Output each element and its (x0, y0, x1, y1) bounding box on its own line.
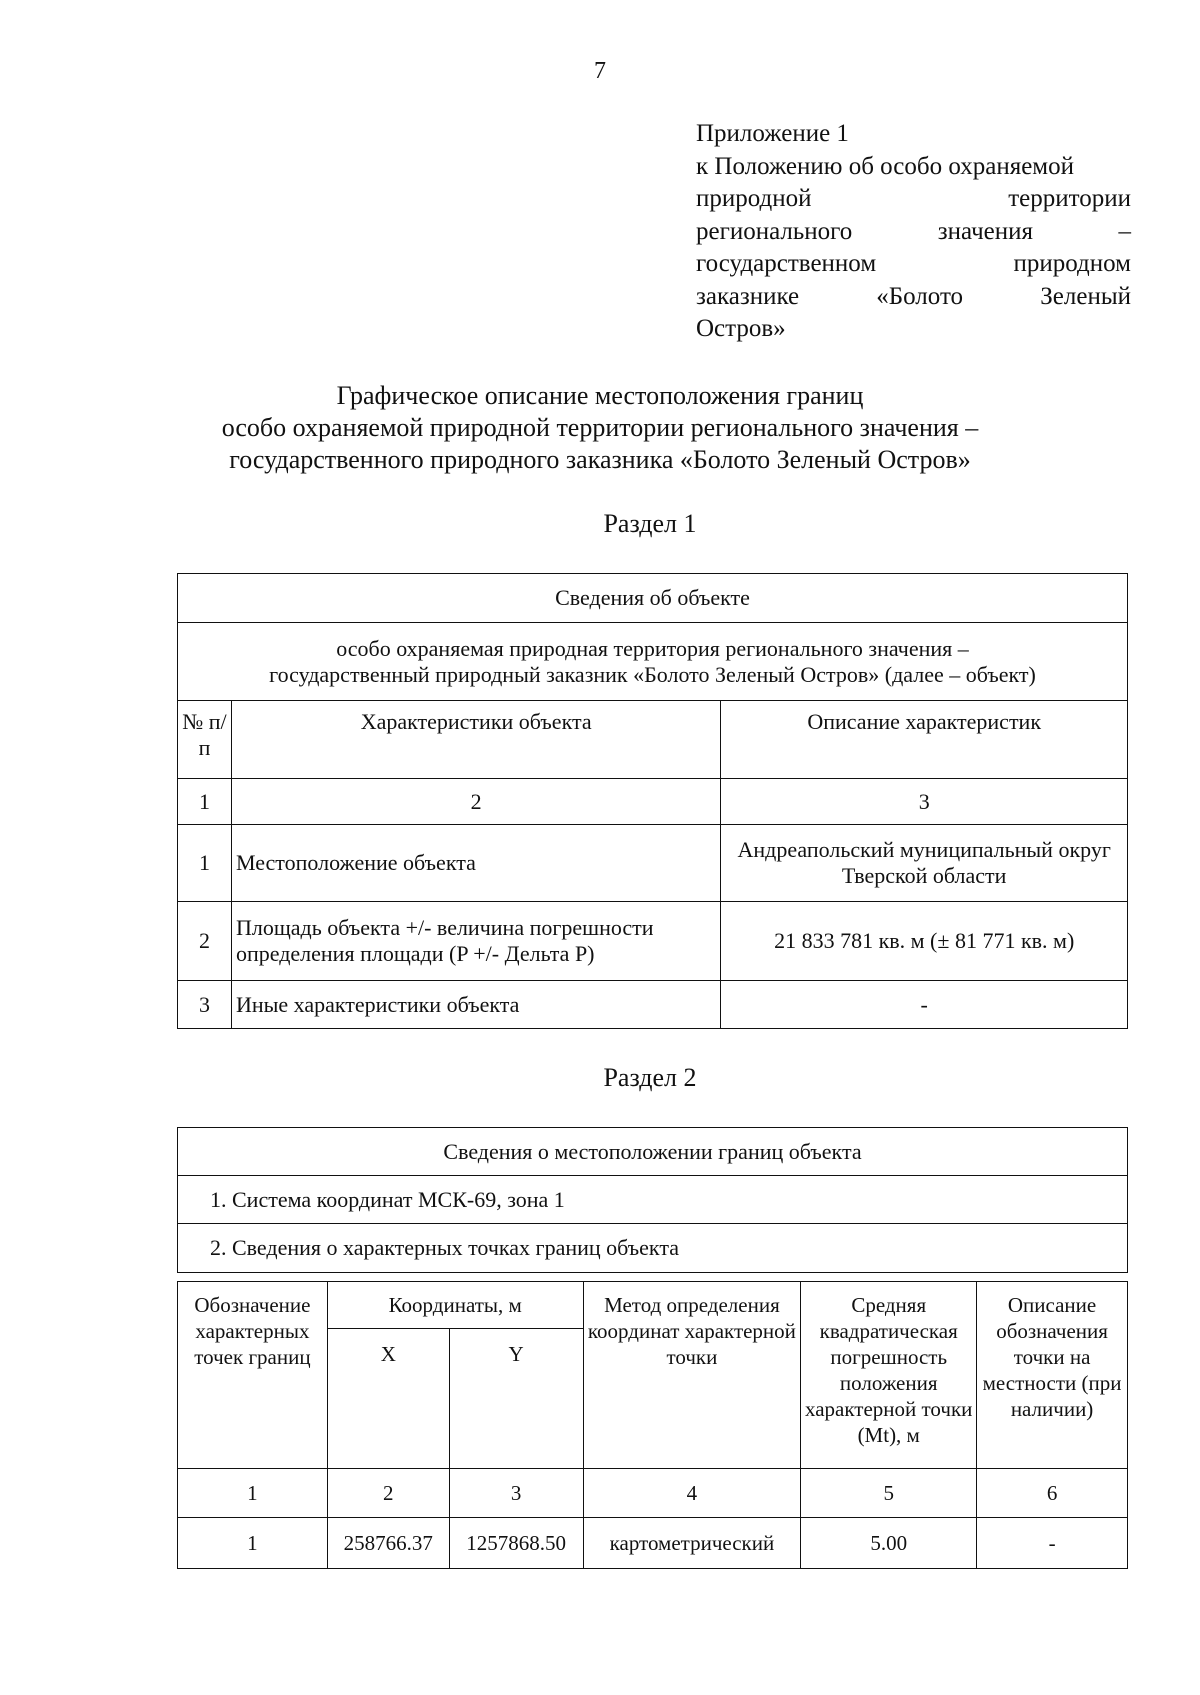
table-title: Сведения об объекте (178, 574, 1128, 623)
row-characteristic: Местоположение объекта (231, 825, 720, 902)
column-number: 2 (327, 1469, 449, 1518)
column-number: 1 (178, 1469, 328, 1518)
header-characteristic: Характеристики объекта (231, 701, 720, 779)
column-number: 2 (231, 779, 720, 825)
header-point-description: Описание обозначения точки на местности (при наличии) (977, 1282, 1128, 1469)
header-method: Метод определения координат характерной точки (583, 1282, 801, 1469)
boundary-info-table (177, 1127, 1128, 1273)
appendix-line: государственном природном (696, 250, 1131, 277)
header-error: Средняя квадратическая погрешность положения характерной точки (Mt), м (801, 1282, 977, 1469)
section2-heading: Раздел 2 (603, 1063, 697, 1092)
boundary-points-table (177, 1281, 1128, 1569)
table-title: Сведения о местоположении границ объекта (178, 1128, 1128, 1176)
point-x: 258766.37 (327, 1518, 449, 1569)
row-num: 3 (178, 981, 232, 1029)
object-name-line: особо охраняемая природная территория регионального значения – (336, 635, 969, 661)
title-line: особо охраняемой природной территории регионального значения – (221, 413, 979, 442)
header-description: Описание характеристик (721, 701, 1128, 779)
header-coordinates: Координаты, м (327, 1282, 583, 1329)
point-y: 1257868.50 (449, 1518, 583, 1569)
page-number: 7 (594, 58, 606, 84)
appendix-line: регионального значения – (696, 217, 1131, 245)
row-description: - (721, 981, 1128, 1029)
point-description: - (977, 1518, 1128, 1569)
column-number: 5 (801, 1469, 977, 1518)
table-row (178, 1518, 1128, 1569)
header-y: Y (449, 1329, 583, 1469)
points-info-item: 2. Сведения о характерных точках границ объекта (178, 1224, 1128, 1273)
row-characteristic: Площадь объекта +/- величина погрешности определения площади (P +/- Дельта P) (231, 902, 720, 981)
document-title (150, 380, 1050, 476)
title-line: государственного природного заказника «Болото Зеленый Остров» (229, 445, 971, 474)
column-number: 6 (977, 1469, 1128, 1518)
header-designation: Обозначение характерных точек границ (178, 1282, 328, 1469)
table-row (178, 902, 1128, 981)
column-number: 4 (583, 1469, 801, 1518)
table-row (178, 981, 1128, 1029)
row-description: 21 833 781 кв. м (± 81 771 кв. м) (721, 902, 1128, 981)
header-num: № п/п (178, 701, 232, 779)
object-name-cell (178, 623, 1128, 701)
column-number: 3 (721, 779, 1128, 825)
column-number: 1 (178, 779, 232, 825)
section1-heading: Раздел 1 (603, 509, 697, 538)
appendix-line: к Положению об особо охраняемой (696, 152, 1075, 180)
appendix-line: природной территории (696, 185, 1131, 212)
header-x: X (327, 1329, 449, 1469)
row-num: 2 (178, 902, 232, 981)
point-method: картометрический (583, 1518, 801, 1569)
column-number: 3 (449, 1469, 583, 1518)
point-error: 5.00 (801, 1518, 977, 1569)
object-name-line: государственный природный заказник «Болото Зеленый Остров» (далее – объект) (269, 661, 1036, 687)
coordinate-system-item: 1. Система координат МСК-69, зона 1 (178, 1176, 1128, 1224)
title-line: Графическое описание местоположения границ (336, 381, 864, 410)
object-info-table (177, 573, 1128, 1029)
appendix-line: Остров» (696, 315, 786, 342)
point-id: 1 (178, 1518, 328, 1569)
appendix-line: Приложение 1 (696, 120, 849, 147)
row-characteristic: Иные характеристики объекта (231, 981, 720, 1029)
appendix-block (696, 118, 1131, 346)
row-description: Андреапольский муниципальный округ Тверской области (721, 825, 1128, 902)
appendix-line: заказнике «Болото Зеленый (696, 282, 1131, 310)
row-num: 1 (178, 825, 232, 902)
table-row (178, 825, 1128, 902)
